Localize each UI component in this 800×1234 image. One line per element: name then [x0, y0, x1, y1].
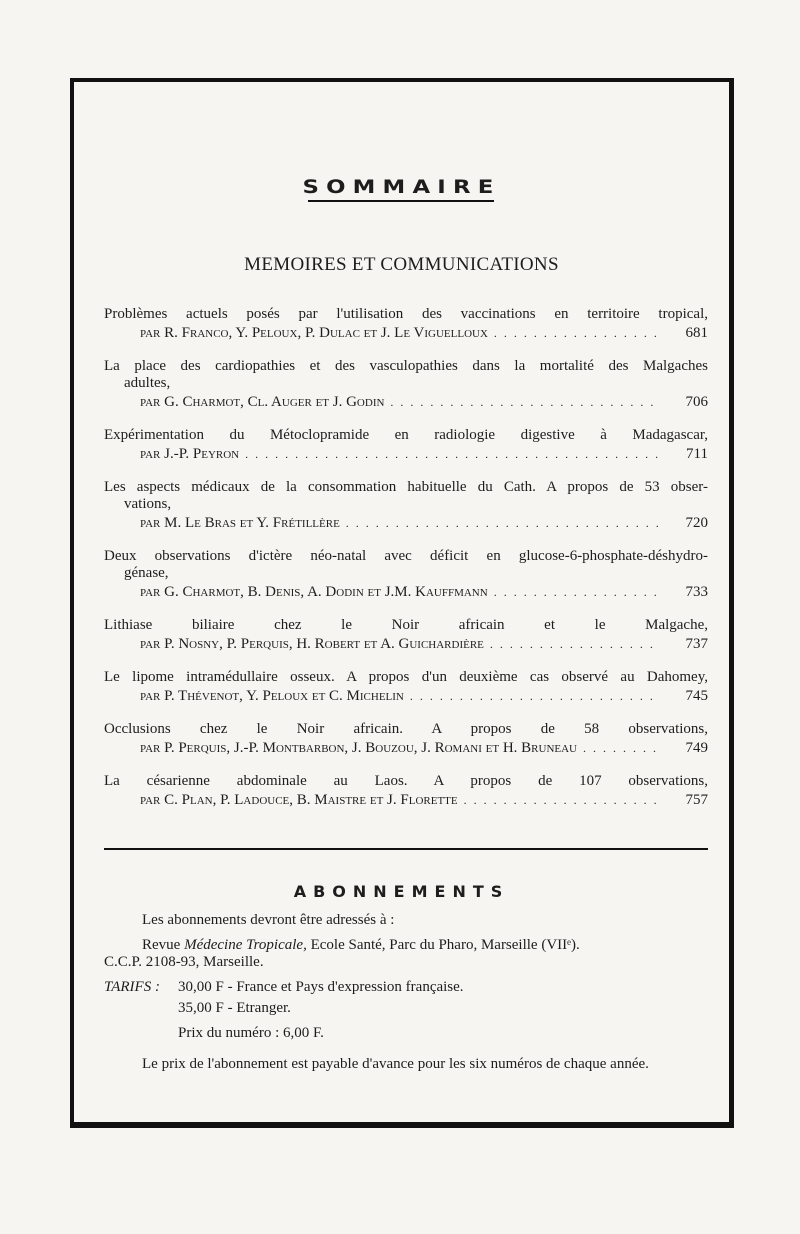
toc-leader-dots [390, 394, 658, 411]
toc-page-number: 706 [685, 394, 708, 410]
toc-page-number: 757 [685, 792, 708, 808]
toc-entry-title [104, 773, 708, 790]
toc-entry-byline [104, 446, 708, 463]
page-frame [70, 78, 734, 1128]
abonnements-heading: ABONNEMENTS [293, 882, 510, 901]
toc-authors: par P. Thévenot, Y. Peloux et C. Michelin [140, 688, 404, 704]
toc-title-text: Les aspects médicaux de la consommation habituelle du Cath. A propos de 53 obser- [104, 479, 708, 495]
toc-title-text: Problèmes actuels posés par l'utilisation des vaccinations en territoire tropical, [104, 306, 708, 322]
price-france: 30,00 F - France et Pays d'expression française. [178, 979, 464, 995]
address-post: Ecole Santé, Parc du Pharo, Marseille (VIIᵉ). [310, 937, 580, 953]
toc-page-number: 749 [685, 740, 708, 756]
toc-entry-title [104, 306, 708, 323]
tarifs-row [104, 979, 704, 996]
toc-page-number: 711 [686, 446, 708, 462]
toc-entry [104, 358, 708, 411]
payment-note: Le prix de l'abonnement est payable d'avance pour les six numéros de chaque année. [142, 1056, 649, 1072]
toc-page-number: 733 [685, 584, 708, 600]
toc-leader-dots [490, 636, 658, 653]
toc-entry-title [104, 669, 708, 686]
toc-title-text: Le lipome intramédullaire osseux. A propos d'un deuxième cas observé au Dahomey, [104, 669, 708, 685]
abonnements-block [104, 912, 704, 1081]
toc-entry-title [104, 479, 708, 513]
toc-authors: par J.-P. Peyron [140, 446, 240, 462]
toc-entry-title [104, 358, 708, 392]
toc-entry-byline [104, 792, 708, 809]
toc-entry-byline [104, 688, 708, 705]
toc-title-continuation: génase, [124, 565, 169, 581]
toc-page-number: 681 [685, 325, 708, 341]
toc-entry [104, 721, 708, 757]
toc-entry-title [104, 548, 708, 582]
toc-page-number: 745 [685, 688, 708, 704]
toc-leader-dots [410, 688, 658, 705]
toc-entry [104, 617, 708, 653]
toc-title-continuation: vations, [124, 496, 172, 512]
toc-entry-byline [104, 636, 708, 653]
section-title: MEMOIRES ET COMMUNICATIONS [244, 254, 559, 275]
toc-authors: par G. Charmot, B. Denis, A. Dodin et J.M. Kauffmann [140, 584, 488, 600]
toc-title-text: La place des cardiopathies et des vasculopathies dans la mortalité des Malgaches [104, 358, 708, 374]
toc-page-number: 737 [685, 636, 708, 652]
toc-entry-title [104, 721, 708, 738]
toc-title-continuation: adultes, [124, 375, 171, 391]
journal-name: Médecine Tropicale, [184, 937, 307, 953]
sommaire-heading: SOMMAIRE [302, 176, 501, 198]
toc-authors: par C. Plan, P. Ladouce, B. Maistre et J. Florette [140, 792, 458, 808]
toc-leader-dots [346, 515, 658, 532]
toc-entry-byline [104, 740, 708, 757]
toc-entry [104, 669, 708, 705]
toc-leader-dots [583, 740, 658, 757]
toc-entry [104, 306, 708, 342]
table-of-contents [104, 306, 708, 825]
toc-leader-dots [494, 325, 658, 342]
toc-title-text: Lithiase biliaire chez le Noir africain et le Malgache, [104, 617, 708, 633]
toc-entry-byline [104, 325, 708, 342]
toc-title-text: Deux observations d'ictère néo-natal avec déficit en glucose-6-phosphate-déshydro- [104, 548, 708, 564]
toc-title-text: Occlusions chez le Noir africain. A propos de 58 observations, [104, 721, 708, 737]
toc-entry [104, 773, 708, 809]
toc-authors: par M. Le Bras et Y. Frétillère [140, 515, 340, 531]
toc-title-text: La césarienne abdominale au Laos. A propos de 107 observations, [104, 773, 708, 789]
abonnements-address [104, 937, 704, 954]
toc-entry-byline [104, 515, 708, 532]
toc-page-number: 720 [685, 515, 708, 531]
sommaire-underline [308, 200, 494, 202]
toc-entry-byline [104, 394, 708, 411]
toc-leader-dots [464, 792, 658, 809]
toc-entry-title [104, 427, 708, 444]
toc-entry [104, 548, 708, 601]
toc-entry-title [104, 617, 708, 634]
price-etranger: 35,00 F - Etranger. [178, 1000, 291, 1016]
tarifs-label: TARIFS : [104, 979, 160, 995]
toc-title-text: Expérimentation du Métoclopramide en radiologie digestive à Madagascar, [104, 427, 708, 443]
toc-entry [104, 479, 708, 532]
prix-numero: Prix du numéro : 6,00 F. [178, 1025, 324, 1041]
toc-authors: par P. Nosny, P. Perquis, H. Robert et A. Guichardière [140, 636, 484, 652]
toc-entry-byline [104, 584, 708, 601]
abonnements-intro: Les abonnements devront être adressés à : [142, 912, 395, 928]
toc-leader-dots [494, 584, 658, 601]
address-pre: Revue [142, 937, 181, 953]
toc-authors: par P. Perquis, J.-P. Montbarbon, J. Bouzou, J. Romani et H. Bruneau [140, 740, 577, 756]
ccp-line: C.C.P. 2108-93, Marseille. [104, 954, 264, 970]
toc-leader-dots [245, 446, 658, 463]
divider [104, 848, 708, 850]
toc-authors: par R. Franco, Y. Peloux, P. Dulac et J. Le Viguelloux [140, 325, 488, 341]
toc-entry [104, 427, 708, 463]
toc-authors: par G. Charmot, Cl. Auger et J. Godin [140, 394, 385, 410]
